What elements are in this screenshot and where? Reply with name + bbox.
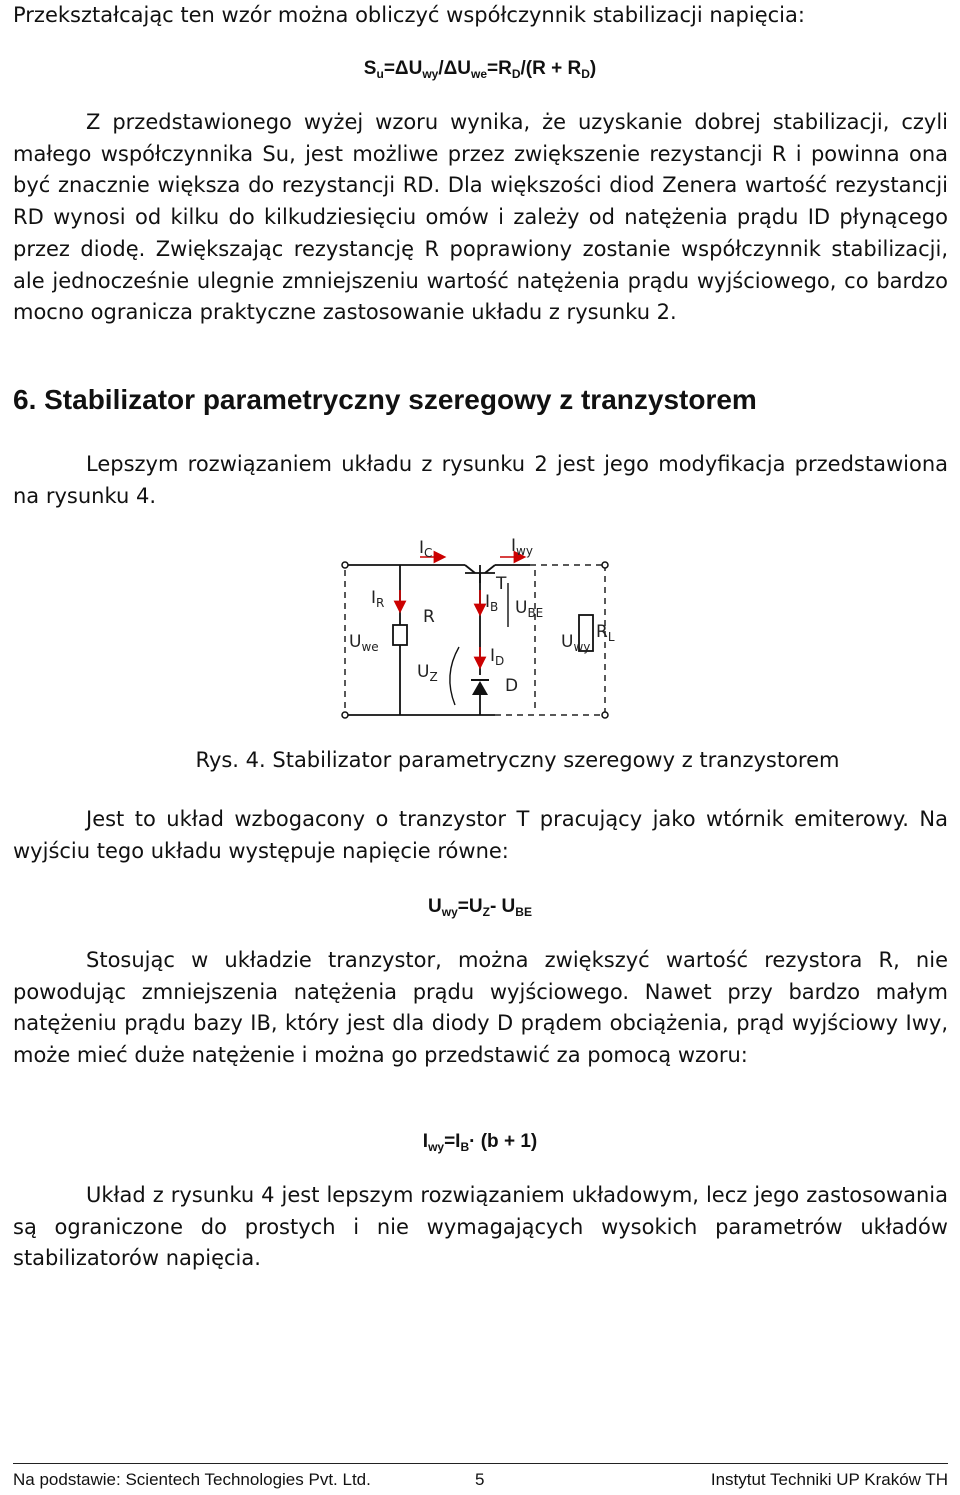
label-rl: $R_L$: [596, 622, 615, 644]
zener-diode: [471, 680, 489, 695]
label-iwy: $I_{wy}$: [511, 536, 533, 558]
footer-divider: [13, 1463, 948, 1464]
paragraph-1: Z przedstawionego wyżej wzoru wynika, że uzyskanie dobrej stabilizacji, czyli małego współczynnika Su, jest możliwe przez zwiększenie rezystancji R i powinna ona być znacznie większa do rezystancji RD. Dla większości diod Zenera wartość rezystancji RD wynosi od kilku do kilkudziesięciu omów i zależy od natężenia prądu ID płynącego przez diodę. Zwiększając rezystancję R poprawiony zostanie współczynnik stabilizacji, ale jednocześnie ulegnie zmniejszeniu wartość natężenia prądu wyjściowego, co bardzo mocno ogranicza praktyczne zastosowanie układu z rysunku 2.: [13, 110, 948, 325]
section-heading: 6. Stabilizator parametryczny szeregowy z tranzystorem: [13, 384, 757, 415]
label-uwe: $U_{we}$: [349, 632, 379, 654]
circuit-diagram: [335, 535, 615, 725]
figure-caption: Rys. 4. Stabilizator parametryczny szeregowy z tranzystorem: [195, 748, 840, 772]
intro-text: Przekształcając ten wzór można obliczyć współczynnik stabilizacji napięcia:: [13, 3, 805, 27]
label-r: R: [423, 607, 435, 627]
label-ib: $I_B$: [485, 592, 499, 614]
formula-output-current: $I_{wy}=I_B\cdot (b + 1)$: [422, 1131, 538, 1154]
paragraph-2: Lepszym rozwiązaniem układu z rysunku 2 jest jego modyfikacja przedstawiona na rysunku 4.: [13, 452, 948, 508]
label-ic: $I_C$: [419, 538, 433, 560]
label-t: T: [496, 574, 507, 594]
label-ir: $I_R$: [371, 588, 385, 610]
footer-source: Na podstawie: Scientech Technologies Pvt. Ltd.: [13, 1470, 371, 1489]
label-d: D: [505, 676, 519, 696]
resistor-r: [393, 625, 407, 645]
paragraph-3: Jest to układ wzbogacony o tranzystor T pracujący jako wtórnik emiterowy. Na wyjściu tego układu występuje napięcie równe:: [13, 807, 948, 863]
formula-stabilization-coefficient: $S_u=\Delta U_{wy}/\Delta U_{we}=R_D/(R + R_D)$: [363, 58, 597, 81]
label-ube: $U_{BE}$: [515, 598, 544, 620]
label-uz: $U_Z$: [417, 662, 438, 684]
label-uwy: $U_{wy}$: [561, 632, 591, 654]
formula-output-voltage: $U_{wy}=U_Z-$ $U_{BE}$: [428, 896, 532, 919]
paragraph-5: Układ z rysunku 4 jest lepszym rozwiązaniem układowym, lecz jego zastosowania są ograniczone do prostych i nie wymagających wysokich parametrów układów stabilizatorów napięcia.: [13, 1183, 948, 1271]
footer-page-number: 5: [475, 1470, 485, 1489]
paragraph-4: Stosując w układzie tranzystor, można zwiększyć wartość rezystora R, nie powodując zmniejszenia natężenia prądu wyjściowego. Nawet przy bardzo małym natężeniu prądu bazy IB, który jest dla diody D prądem obciążenia, prąd wyjściowy Iwy, może mieć duże natężenie i można go przedstawić za pomocą wzoru:: [13, 948, 948, 1068]
label-id: $I_D$: [490, 646, 505, 668]
footer-institute: Instytut Techniki UP Kraków TH: [710, 1470, 948, 1489]
